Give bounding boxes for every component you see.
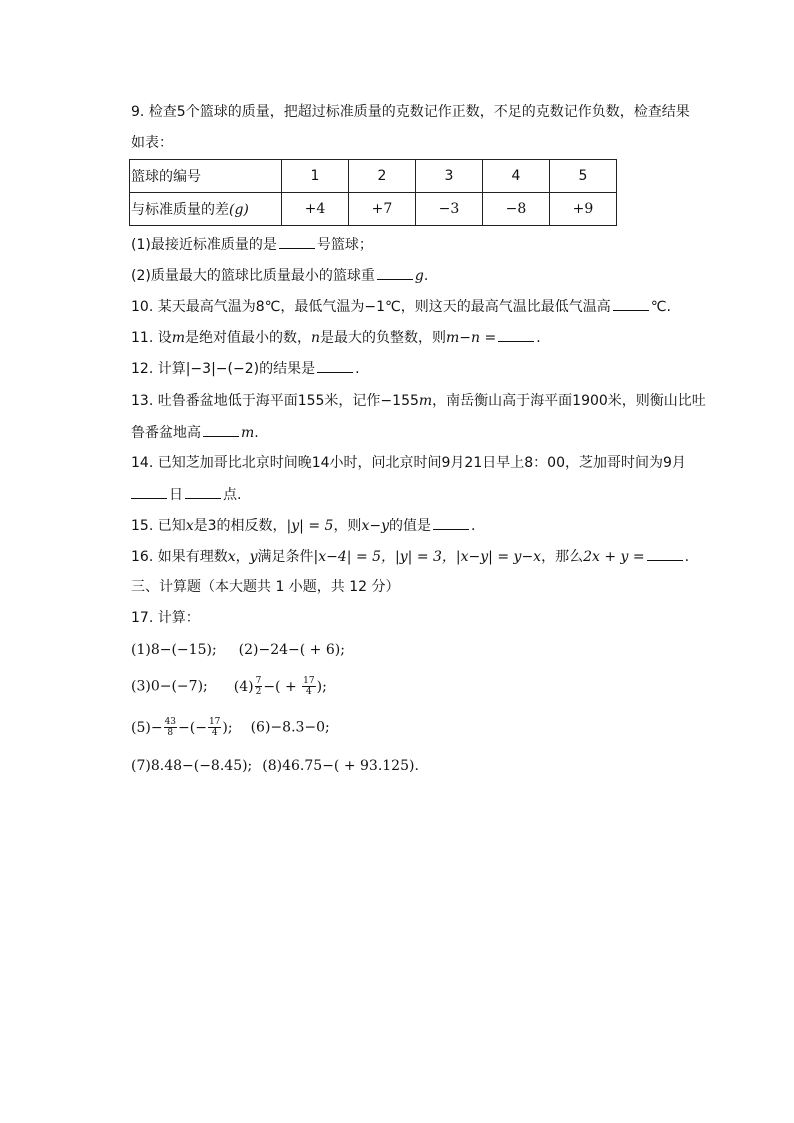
var-y: y — [249, 549, 258, 565]
table-header-cell — [130, 193, 282, 226]
q16 — [131, 546, 689, 567]
q10 — [131, 296, 671, 317]
calc-item: (3)0−(−7); — [131, 678, 208, 695]
q15-text: 是3的相反数， — [193, 518, 287, 534]
q9-sub1 — [131, 234, 373, 255]
q15 — [131, 515, 475, 536]
punct: ); — [316, 678, 327, 695]
q15-expr: x−y — [361, 518, 389, 534]
table-cell: +7 — [349, 193, 416, 226]
q16-expr: 2x + y = — [583, 549, 645, 565]
fraction — [164, 717, 177, 738]
basketball-table — [129, 159, 617, 226]
table-cell: 5 — [550, 160, 617, 193]
calc-item — [131, 717, 233, 738]
denominator: 2 — [255, 687, 262, 697]
q12-text: 12. 计算|−3|−(−2)的结果是 — [131, 361, 316, 377]
q9-sub2-text: (2)质量最大的篮球比质量最小的篮球重 — [131, 268, 375, 284]
answer-blank[interactable] — [498, 327, 534, 342]
q13-text: 13. 吐鲁番盆地低于海平面155米，记作−155 — [131, 393, 419, 409]
q13-line2 — [131, 422, 259, 443]
denominator: 4 — [306, 687, 312, 697]
table-cell: +9 — [550, 193, 617, 226]
q9-text: 9. 检查5个篮球的质量，把超过标准质量的克数记作正数，不足的克数记作负数，检查结果 — [131, 104, 690, 120]
q15-text: ，则 — [333, 518, 362, 534]
answer-blank[interactable] — [647, 546, 683, 561]
table-cell: −8 — [483, 193, 550, 226]
punct: . — [470, 518, 476, 534]
section-title: 三、计算题（本大题共 1 小题，共 12 分） — [131, 579, 400, 595]
punct: . — [684, 549, 690, 565]
calc-item: (8)46.75−( + 93.125). — [262, 758, 419, 774]
calc-item — [233, 676, 327, 697]
q16-conditions: x−4| = 5，|y| = 3，|x−y| = y−x — [318, 549, 542, 565]
table-row — [130, 160, 617, 193]
table-cell: 2 — [349, 160, 416, 193]
q14-text: 14. 已知芝加哥比北京时间晚14小时，问北京时间9月21日早上8：00，芝加哥时间为9月 — [131, 455, 686, 471]
answer-blank[interactable] — [203, 422, 239, 437]
table-header-cell: 篮球的编号 — [130, 160, 282, 193]
q9-sub2 — [131, 265, 428, 286]
table-cell: +4 — [282, 193, 349, 226]
q10-text: 10. 某天最高气温为8℃，最低气温为−1℃，则这天的最高气温比最低气温高 — [131, 299, 611, 315]
q15-text: 的值是 — [388, 518, 431, 534]
answer-blank[interactable] — [131, 484, 167, 499]
var-m: m — [171, 330, 185, 346]
answer-blank[interactable] — [613, 296, 649, 311]
var-x: x — [227, 549, 236, 565]
q11-text: 是最大的负整数，则 — [320, 330, 447, 346]
punct: . — [355, 361, 360, 377]
q13-text: 鲁番盆地高 — [131, 425, 201, 441]
answer-blank[interactable] — [377, 265, 413, 280]
unit: g — [414, 268, 424, 284]
q14-line1 — [131, 453, 686, 473]
punct: . — [536, 330, 541, 346]
q9-line2 — [131, 133, 173, 153]
punct: ， — [235, 549, 250, 565]
var-n: n — [311, 330, 321, 346]
item-label: (4) — [233, 678, 254, 695]
operator: −( + — [263, 678, 302, 695]
section-heading — [131, 577, 400, 597]
q11 — [131, 327, 541, 348]
header-unit: (g) — [229, 202, 249, 218]
numerator: 7 — [255, 676, 262, 686]
operator: −(− — [178, 719, 207, 736]
table-cell: 3 — [416, 160, 483, 193]
q12 — [131, 358, 360, 379]
q17-text: 17. 计算： — [131, 610, 200, 626]
q15-text: 15. 已知 — [131, 518, 186, 534]
q9-sub1-text: (1)最接近标准质量的是 — [131, 237, 277, 253]
fraction — [208, 717, 221, 738]
q10-end: ℃. — [650, 299, 671, 315]
header-text: 与标准质量的差 — [131, 202, 229, 218]
q17-row3 — [131, 717, 330, 738]
q9-line1 — [131, 102, 690, 122]
numerator: 43 — [164, 717, 177, 727]
answer-blank[interactable] — [185, 484, 221, 499]
q16-text: 16. 如果有理数 — [131, 549, 228, 565]
q14-text: 点. — [223, 487, 242, 503]
numerator: 17 — [303, 676, 315, 686]
q17-row1 — [131, 640, 345, 660]
calc-item: (1)8−(−15); — [131, 642, 217, 658]
q17-row2 — [131, 676, 327, 697]
q17-title — [131, 608, 200, 628]
q13-line1 — [131, 391, 706, 411]
punct: ); — [222, 719, 233, 736]
table-cell: −3 — [416, 193, 483, 226]
denominator: 8 — [167, 728, 174, 738]
q16-text: ，那么 — [541, 549, 584, 565]
calc-item: (2)−24−( + 6); — [238, 642, 345, 658]
q17-row4 — [131, 756, 419, 776]
q11-text: 是绝对值最小的数， — [185, 330, 311, 346]
calc-item: (6)−8.3−0; — [250, 719, 330, 736]
punct: . — [254, 425, 259, 441]
q9-sub1-end: 号篮球； — [316, 237, 373, 253]
unit: m — [241, 425, 255, 441]
q16-text: 满足条件| — [257, 549, 319, 565]
answer-blank[interactable] — [279, 234, 315, 249]
punct: . — [423, 268, 429, 284]
answer-blank[interactable] — [317, 358, 353, 373]
fraction — [302, 676, 315, 697]
q15-abs: |y| = 5 — [286, 518, 334, 534]
unit: m — [418, 393, 433, 409]
q14-text: 日 — [169, 487, 183, 503]
q11-expr: m−n = — [446, 330, 497, 346]
q13-text: ，南岳衡山高于海平面1900米，则衡山比吐 — [432, 393, 706, 409]
q14-line2 — [131, 484, 241, 505]
denominator: 4 — [211, 728, 218, 738]
q9-text-cont: 如表： — [131, 135, 173, 151]
table-cell: 4 — [483, 160, 550, 193]
item-label: (5)− — [131, 719, 163, 736]
q11-text: 11. 设 — [131, 330, 172, 346]
fraction — [255, 676, 263, 697]
var-x: x — [185, 518, 194, 534]
numerator: 17 — [208, 717, 221, 727]
table-cell: 1 — [282, 160, 349, 193]
calc-item: (7)8.48−(−8.45); — [131, 758, 253, 774]
table-row — [130, 193, 617, 226]
answer-blank[interactable] — [433, 515, 469, 530]
